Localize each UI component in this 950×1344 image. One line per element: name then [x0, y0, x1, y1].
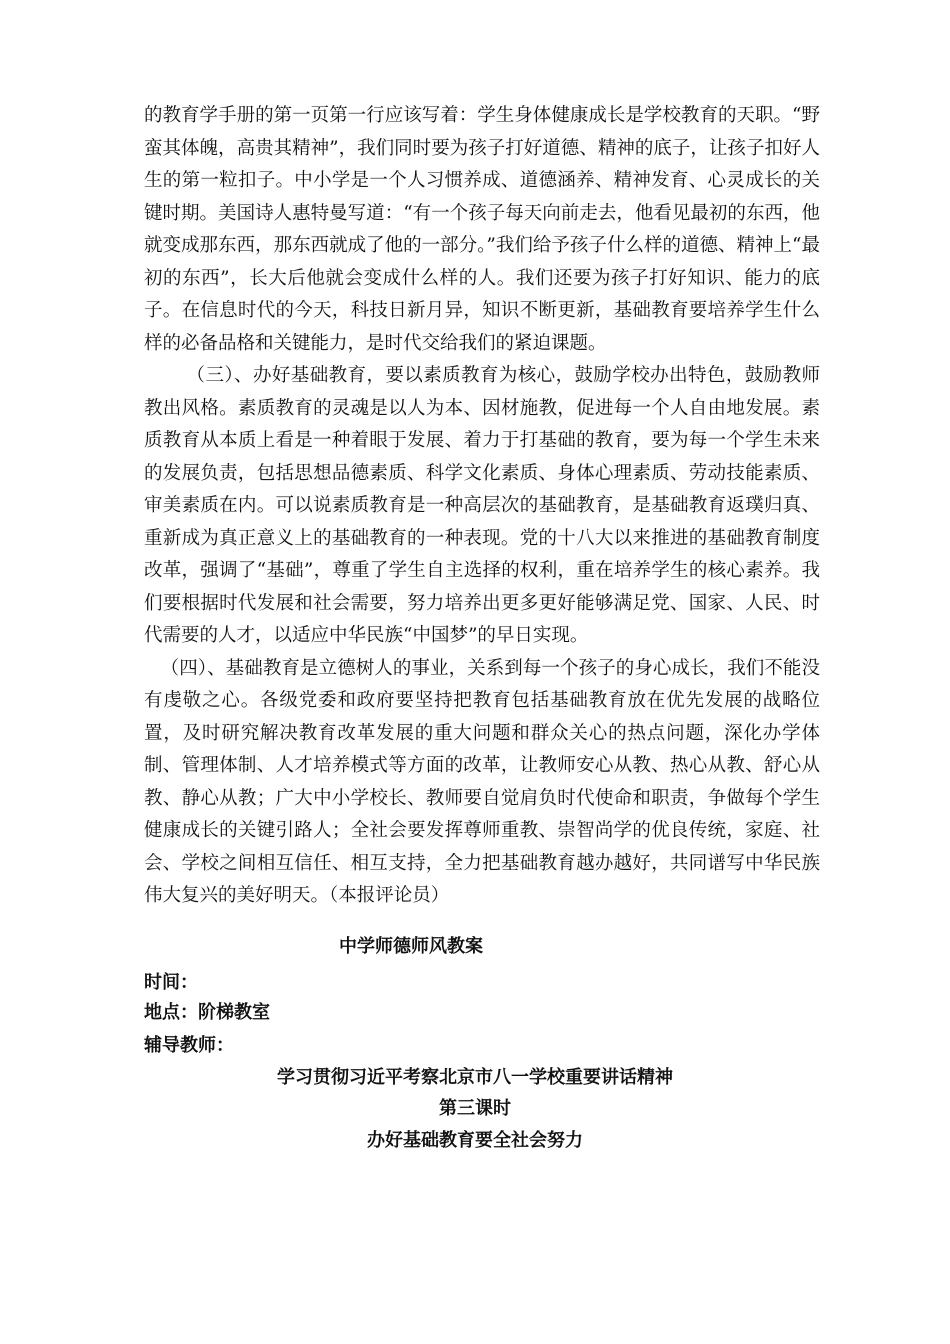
lesson-topic-heading: 办好基础教育要全社会努力: [367, 1130, 583, 1151]
paragraph-continuation: 的教育学手册的第一页第一行应该写着：学生身体健康成长是学校教育的天职。“野蛮其体魄，高贵其精神”，我们同时要为孩子打好道德、精神的底子，让孩子扣好人生的第一粒扣子。中小学是一个人习惯养成、道德涵养、精神发育、心灵成长的关键时期。美国诗人惠特曼写道：“有一个孩子每天向前走去，他看见最初的东西，他就变成那东西，那东西就成了他的一部分。”我们给予孩子什么样的道德、精神上“最初的东西”，长大后他就会变成什么样的人。我们还要为孩子打好知识、能力的底子。在信息时代的今天，科技日新月异，知识不断更新，基础教育要培养学生什么样的必备品格和关键能力，是时代交给我们的紧迫课题。: [144, 105, 820, 354]
lesson-plan-title: 中学师德师风教案: [339, 936, 483, 957]
time-field-label: 时间：: [144, 972, 198, 993]
lesson-theme-heading: 学习贯彻习近平考察北京市八一学校重要讲话精神: [277, 1067, 673, 1088]
paragraph-section-three: （三）、办好基础教育，要以素质教育为核心，鼓励学校办出特色，鼓励教师教出风格。素质教育的灵魂是以人为本、因材施教，促进每一个人自由地发展。素质教育从本质上看是一种着眼于发展、着力于打基础的教育，要为每一个学生未来的发展负责，包括思想品德素质、科学文化素质、身体心理素质、劳动技能素质、审美素质在内。可以说素质教育是一种高层次的基础教育，是基础教育返璞归真、重新成为真正意义上的基础教育的一种表现。党的十八大以来推进的基础教育制度改革，强调了“基础”，尊重了学生自主选择的权利，重在培养学生的核心素养。我们要根据时代发展和社会需要，努力培养出更多更好能够满足党、国家、人民、时代需要的人才，以适应中华民族“中国梦”的早日实现。: [144, 365, 820, 646]
paragraph-section-four: （四）、基础教育是立德树人的事业，关系到每一个孩子的身心成长，我们不能没有虔敬之心。各级党委和政府要坚持把教育包括基础教育放在优先发展的战略位置，及时研究解决教育改革发展的重大问题和群众关心的热点问题，深化办学体制、管理体制、人才培养模式等方面的改革，让教师安心从教、热心从教、舒心从教、静心从教；广大中小学校长、教师要自觉肩负时代使命和职责，争做每个学生健康成长的关键引路人；全社会要发挥尊师重教、崇智尚学的优良传统，家庭、社会、学校之间相互信任、相互支持，全力把基础教育越办越好，共同谱写中华民族伟大复兴的美好明天。（本报评论员）: [144, 657, 820, 906]
article-body: [144, 100, 820, 913]
lesson-number-heading: 第三课时: [439, 1098, 511, 1119]
tutor-field-label: 辅导教师：: [144, 1035, 234, 1056]
location-field-label: 地点：阶梯教室: [144, 1002, 270, 1023]
